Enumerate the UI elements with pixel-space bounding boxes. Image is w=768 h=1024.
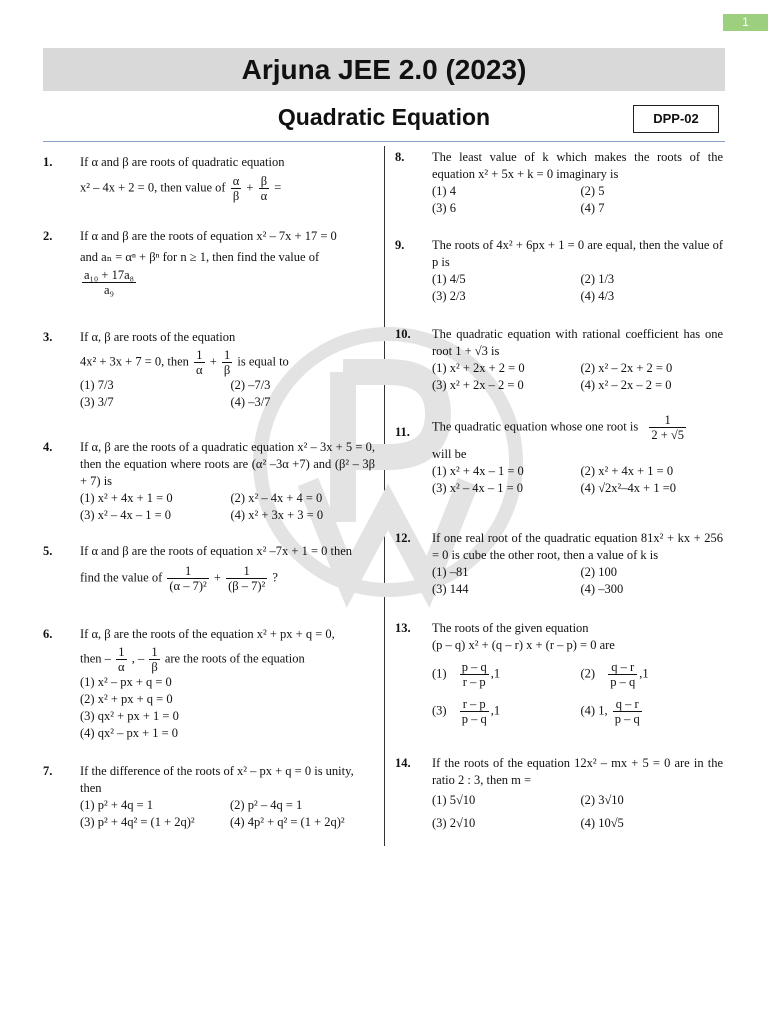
question-text: If the roots of the equation 12x² – mx + 5 = 0 are in the ratio 2 : 3, then m = [432,756,723,787]
numerator: 1 [167,564,208,579]
denominator: β [151,660,158,674]
option-1: (1) p² + 4q = 1 [80,798,154,812]
option-3: (3) 2/3 [432,289,466,303]
question-number: 6. [43,627,53,641]
question-number: 12. [395,531,411,545]
question-number: 8. [395,150,405,164]
option-3: (3) 2√10 [432,816,476,830]
option-label: (4) 1, [580,703,608,718]
denominator: β [223,363,231,377]
fraction [222,348,232,377]
fraction [608,660,637,689]
option-label: (3) [432,703,447,718]
question-number: 2. [43,229,53,243]
numerator: 1 [194,348,205,363]
option-3: (3) 3/7 [80,395,114,409]
question-text: The roots of 4x² + 6px + 1 = 0 are equal, then the value of p is [432,238,723,269]
option-4: (4) √2x²–4x + 1 =0 [580,481,677,495]
option-3: (3) qx² + px + 1 = 0 [80,709,179,723]
option-label: (2) [580,666,596,681]
question-text: If α and β are the roots of equation x² – 7x + 17 = 0 [80,229,337,243]
denominator: p – q [614,712,640,726]
question-number: 9. [395,238,405,252]
option-3: (3) 6 [432,201,456,215]
fraction [259,174,270,203]
fraction [194,348,205,377]
option-2: (2) x² + px + q = 0 [80,692,173,706]
option-4: (4) –3/7 [230,395,271,409]
numerator: q – r [608,660,637,675]
option-3: (3) p² + 4q² = (1 + 2q)² [80,815,195,829]
question-text: ? [272,570,278,585]
numerator: 1 [222,348,232,363]
fraction [231,174,242,203]
dpp-badge: DPP-02 [633,105,719,133]
numerator: 1 [116,645,127,660]
option-4: (4) 10√5 [580,816,624,830]
option-label: (1) [432,666,447,681]
question-number: 5. [43,544,53,558]
question-text: If α, β are the roots of the equation x² + px + q = 0, [80,627,335,641]
option-2: (2) x² – 4x + 4 = 0 [230,491,323,505]
denominator: (α – 7)² [169,579,207,593]
fraction [149,645,159,674]
page-title: Arjuna JEE 2.0 (2023) [43,48,725,91]
option-2: (2) 5 [580,184,605,198]
fraction [460,697,489,726]
fraction [116,645,127,674]
option-suffix: ,1 [490,703,501,718]
option-4: (4) 4/3 [580,289,615,303]
question-text: (p – q) x² + (q – r) x + (r – p) = 0 are [432,638,615,652]
option-1: (1) –81 [432,565,469,579]
option-2: (2) x² – 2x + 2 = 0 [580,361,673,375]
question-text: The roots of the given equation [432,621,589,635]
numerator: p – q [461,660,487,674]
question-number: 10. [395,327,411,341]
option-4: (4) qx² – px + 1 = 0 [80,726,179,740]
fraction [226,564,267,593]
question-text: will be [432,447,467,461]
option-3: (3) x² + 2x – 2 = 0 [432,378,524,392]
numerator: 1 [226,564,267,579]
operator: + [246,180,254,195]
option-4: (4) 7 [580,201,605,215]
operator: + [209,354,217,369]
option-2: (2) 3√10 [580,793,624,807]
numerator: β [259,174,270,189]
page-number: 1 [723,14,768,31]
option-3 [432,697,575,726]
fraction [613,697,642,726]
numerator: q – r [613,697,642,712]
option-1: (1) 7/3 [80,378,114,392]
option-suffix: ,1 [490,666,501,681]
question-number: 7. [43,764,53,778]
option-1: (1) 4 [432,184,456,198]
header-divider [43,141,725,142]
question-text: The quadratic equation whose one root is [432,419,639,434]
option-2: (2) 100 [580,565,617,579]
option-1 [432,660,575,689]
option-2: (2) –7/3 [230,378,271,392]
option-3: (3) x² – 4x – 1 = 0 [432,481,523,495]
option-1: (1) x² – px + q = 0 [80,675,172,689]
fraction [460,660,489,689]
option-1: (1) x² + 4x – 1 = 0 [432,464,524,478]
option-2: (2) x² + 4x + 1 = 0 [580,464,674,478]
numerator: 1 [649,413,686,428]
numerator: 1 [149,645,159,660]
option-1: (1) 4/5 [432,272,466,286]
denominator: 2 + √5 [651,428,684,442]
denominator: p – q [461,712,487,726]
numerator: r – p [460,697,489,712]
option-2 [581,660,724,689]
question-number: 1. [43,155,53,169]
denominator: a₉ [104,283,114,297]
question-text: is equal to [237,354,289,369]
option-suffix: ,1 [639,666,649,681]
fraction [649,413,686,442]
denominator: α [260,189,268,203]
numerator: a₁₀ + 17a₈ [84,268,134,282]
question-text: then – [80,651,111,666]
question-text: If α and β are the roots of equation x² –7x + 1 = 0 then [80,544,353,558]
question-text: x² – 4x + 2 = 0, then value of [80,180,226,195]
question-text: If α, β are the roots of a quadratic equation x² – 3x + 5 = 0, then the equation where roots are (α² –3α +7) and (β² – 3β + 7) is [80,440,375,488]
option-1: (1) x² + 2x + 2 = 0 [432,361,525,375]
option-2: (2) p² – 4q = 1 [230,798,303,812]
denominator: p – q [610,675,636,689]
fraction [167,564,208,593]
separator: , – [131,651,145,666]
question-text: The quadratic equation with rational coefficient has one root 1 + √3 is [432,327,723,358]
question-number: 4. [43,440,53,454]
question-number: 13. [395,621,411,635]
option-3: (3) x² – 4x – 1 = 0 [80,508,171,522]
operator: + [213,570,221,585]
denominator: α [196,363,203,377]
question-number: 3. [43,330,53,344]
option-4: (4) 4p² + q² = (1 + 2q)² [230,815,345,829]
question-text: find the value of [80,570,163,585]
question-text: and aₙ = αⁿ + βⁿ for n ≥ 1, then find the value of [80,250,320,264]
question-text: If one real root of the quadratic equation 81x² + kx + 256 = 0 is cube the other root, then a value of k is [432,531,723,562]
option-3: (3) 144 [432,582,469,596]
denominator: α [118,660,125,674]
fraction [82,268,136,297]
question-text: If α, β are roots of the equation [80,330,236,344]
question-number: 11. [395,425,410,439]
option-4: (4) x² – 2x – 2 = 0 [580,378,672,392]
numerator: α [232,174,240,188]
denominator: r – p [462,675,486,689]
option-4 [581,697,724,726]
option-4: (4) –300 [580,582,624,596]
option-4: (4) x² + 3x + 3 = 0 [230,508,324,522]
option-1: (1) x² + 4x + 1 = 0 [80,491,173,505]
question-text: The least value of k which makes the roots of the equation x² + 5x + k = 0 imaginary is [432,150,723,181]
denominator: (β – 7)² [228,579,266,593]
chapter-title: Quadratic Equation [277,104,491,130]
question-text: If the difference of the roots of x² – px + q = 0 is unity, then [80,764,354,795]
denominator: β [232,189,240,203]
option-2: (2) 1/3 [580,272,615,286]
question-text: 4x² + 3x + 7 = 0, then [80,354,189,369]
question-text: are the roots of the equation [164,651,305,666]
question-text: If α and β are roots of quadratic equation [80,155,285,169]
question-number: 14. [395,756,411,770]
operator: = [274,180,282,195]
option-1: (1) 5√10 [432,793,476,807]
